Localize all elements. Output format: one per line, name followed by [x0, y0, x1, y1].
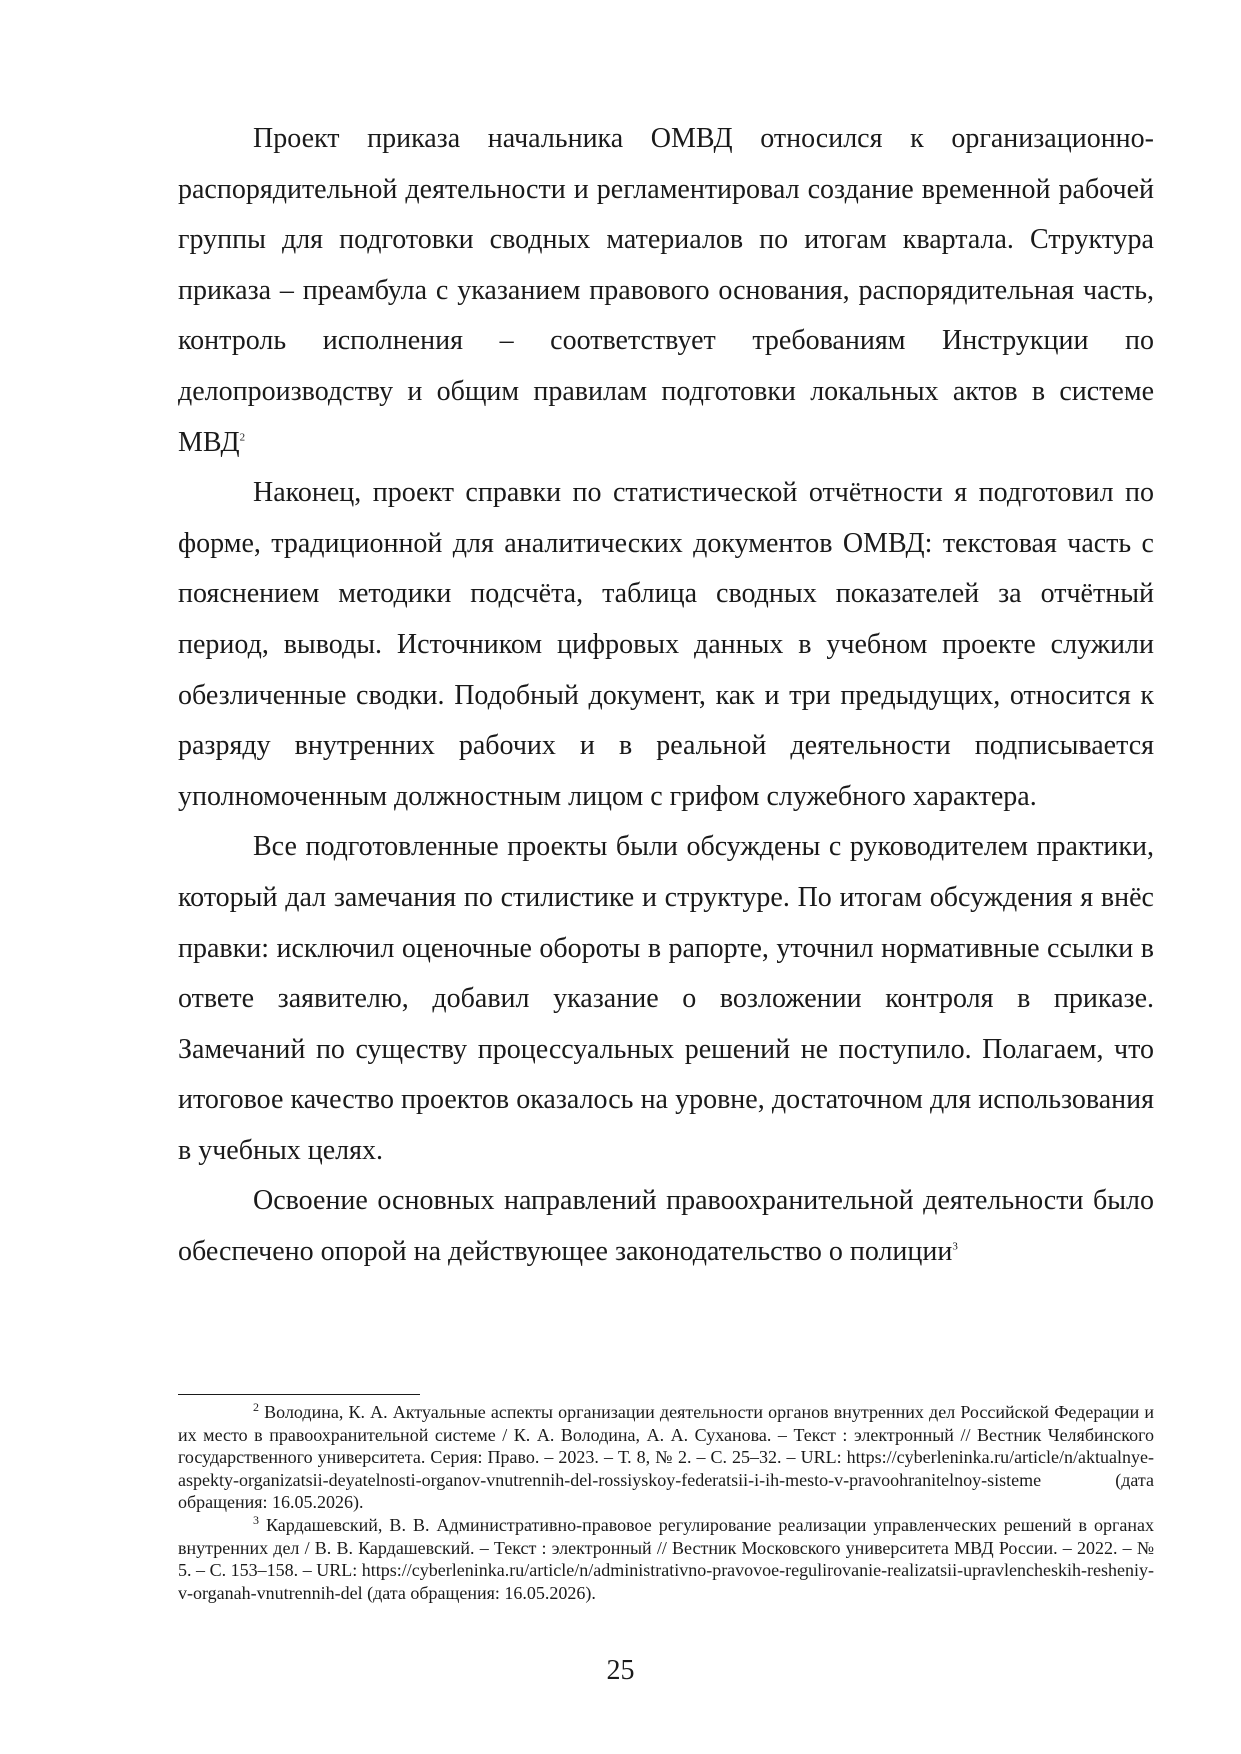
- body-text: [178, 114, 1154, 1278]
- paragraph-law-enforcement: [178, 1176, 1154, 1277]
- footnote-reference[interactable]: 3: [952, 1240, 958, 1253]
- footnote-2: [178, 1401, 1154, 1514]
- paragraph-project-review: [178, 822, 1154, 1176]
- page-number: 25: [606, 1655, 635, 1686]
- footnote-number: 3: [253, 1512, 259, 1527]
- footnote-number: 2: [253, 1400, 259, 1414]
- paragraph-text: Проект приказа начальника ОМВД относился к организационно-распорядительной деятельности и регламентировал создание временной рабочей группы для подготовки сводных материалов по итогам квартала. Структура приказа – преамбула с указанием правового основания, распорядительная часть, контроль исполнения – соответствует требованиям Инструкции по делопроизводству и общим правилам подготовки локальных актов в системе МВД: [178, 123, 1154, 458]
- footnote-separator: [178, 1394, 420, 1395]
- paragraph-text: Наконец, проект справки по статистической отчётности я подготовил по форме, традиционной для аналитических документов ОМВД: текстовая часть с пояснением методики подсчёта, таблица сводных показателей за отчётный период, выводы. Источником цифровых данных в учебном проекте служили обезличенные сводки. Подобный документ, как и три предыдущих, относится к разряду внутренних рабочих и в реальной деятельности подписывается уполномоченным должностным лицом с грифом служебного характера.: [178, 477, 1154, 812]
- footnote-3: [178, 1514, 1154, 1604]
- paragraph-order-project: [178, 114, 1154, 468]
- paragraph-text: Освоение основных направлений правоохранительной деятельности было обеспечено опорой на действующее законодательство о полиции: [178, 1185, 1154, 1268]
- footnote-text: Кардашевский, В. В. Административно-правовое регулирование реализации управленческих решений в органах внутренних дел / В. В. Кардашевский. – Текст : электронный // Вестник Московского университета МВД России. – 2022. – № 5. – С. 153–158. – URL: https://cyberleninka.ru/article/n/administrativno-pravovoe-regulirovanie-realizatsii-upravlencheskih-resheniy-v-organah-vnutrennih-del (дата обращения: 16.05.2026).: [178, 1514, 1154, 1603]
- footnote-reference[interactable]: 2: [239, 431, 246, 444]
- paragraph-statistics-report: [178, 468, 1154, 822]
- footnote-text: Володина, К. А. Актуальные аспекты организации деятельности органов внутренних дел Российской Федерации и их место в правоохранительной системе / К. А. Володина, А. А. Суханова. – Текст : электронный // Вестник Челябинского государственного университета. Серия: Право. – 2023. – Т. 8, № 2. – С. 25–32. – URL: https://cyberleninka.ru/article/n/aktualnye-aspekty-organizatsii-deyatelnosti-organov-vnutrennih-del-rossiyskoy-federatsii-i-ih-mesto-v-pravoohranitelnoy-sisteme (дата обращения: 16.05.2026).: [178, 1402, 1154, 1513]
- paragraph-text: Все подготовленные проекты были обсуждены с руководителем практики, который дал замечания по стилистике и структуре. По итогам обсуждения я внёс правки: исключил оценочные обороты в рапорте, уточнил нормативные ссылки в ответе заявителю, добавил указание о возложении контроля в приказе. Замечаний по существу процессуальных решений не поступило. Полагаем, что итоговое качество проектов оказалось на уровне, достаточном для использования в учебных целях.: [178, 831, 1154, 1166]
- footnotes: [178, 1401, 1154, 1604]
